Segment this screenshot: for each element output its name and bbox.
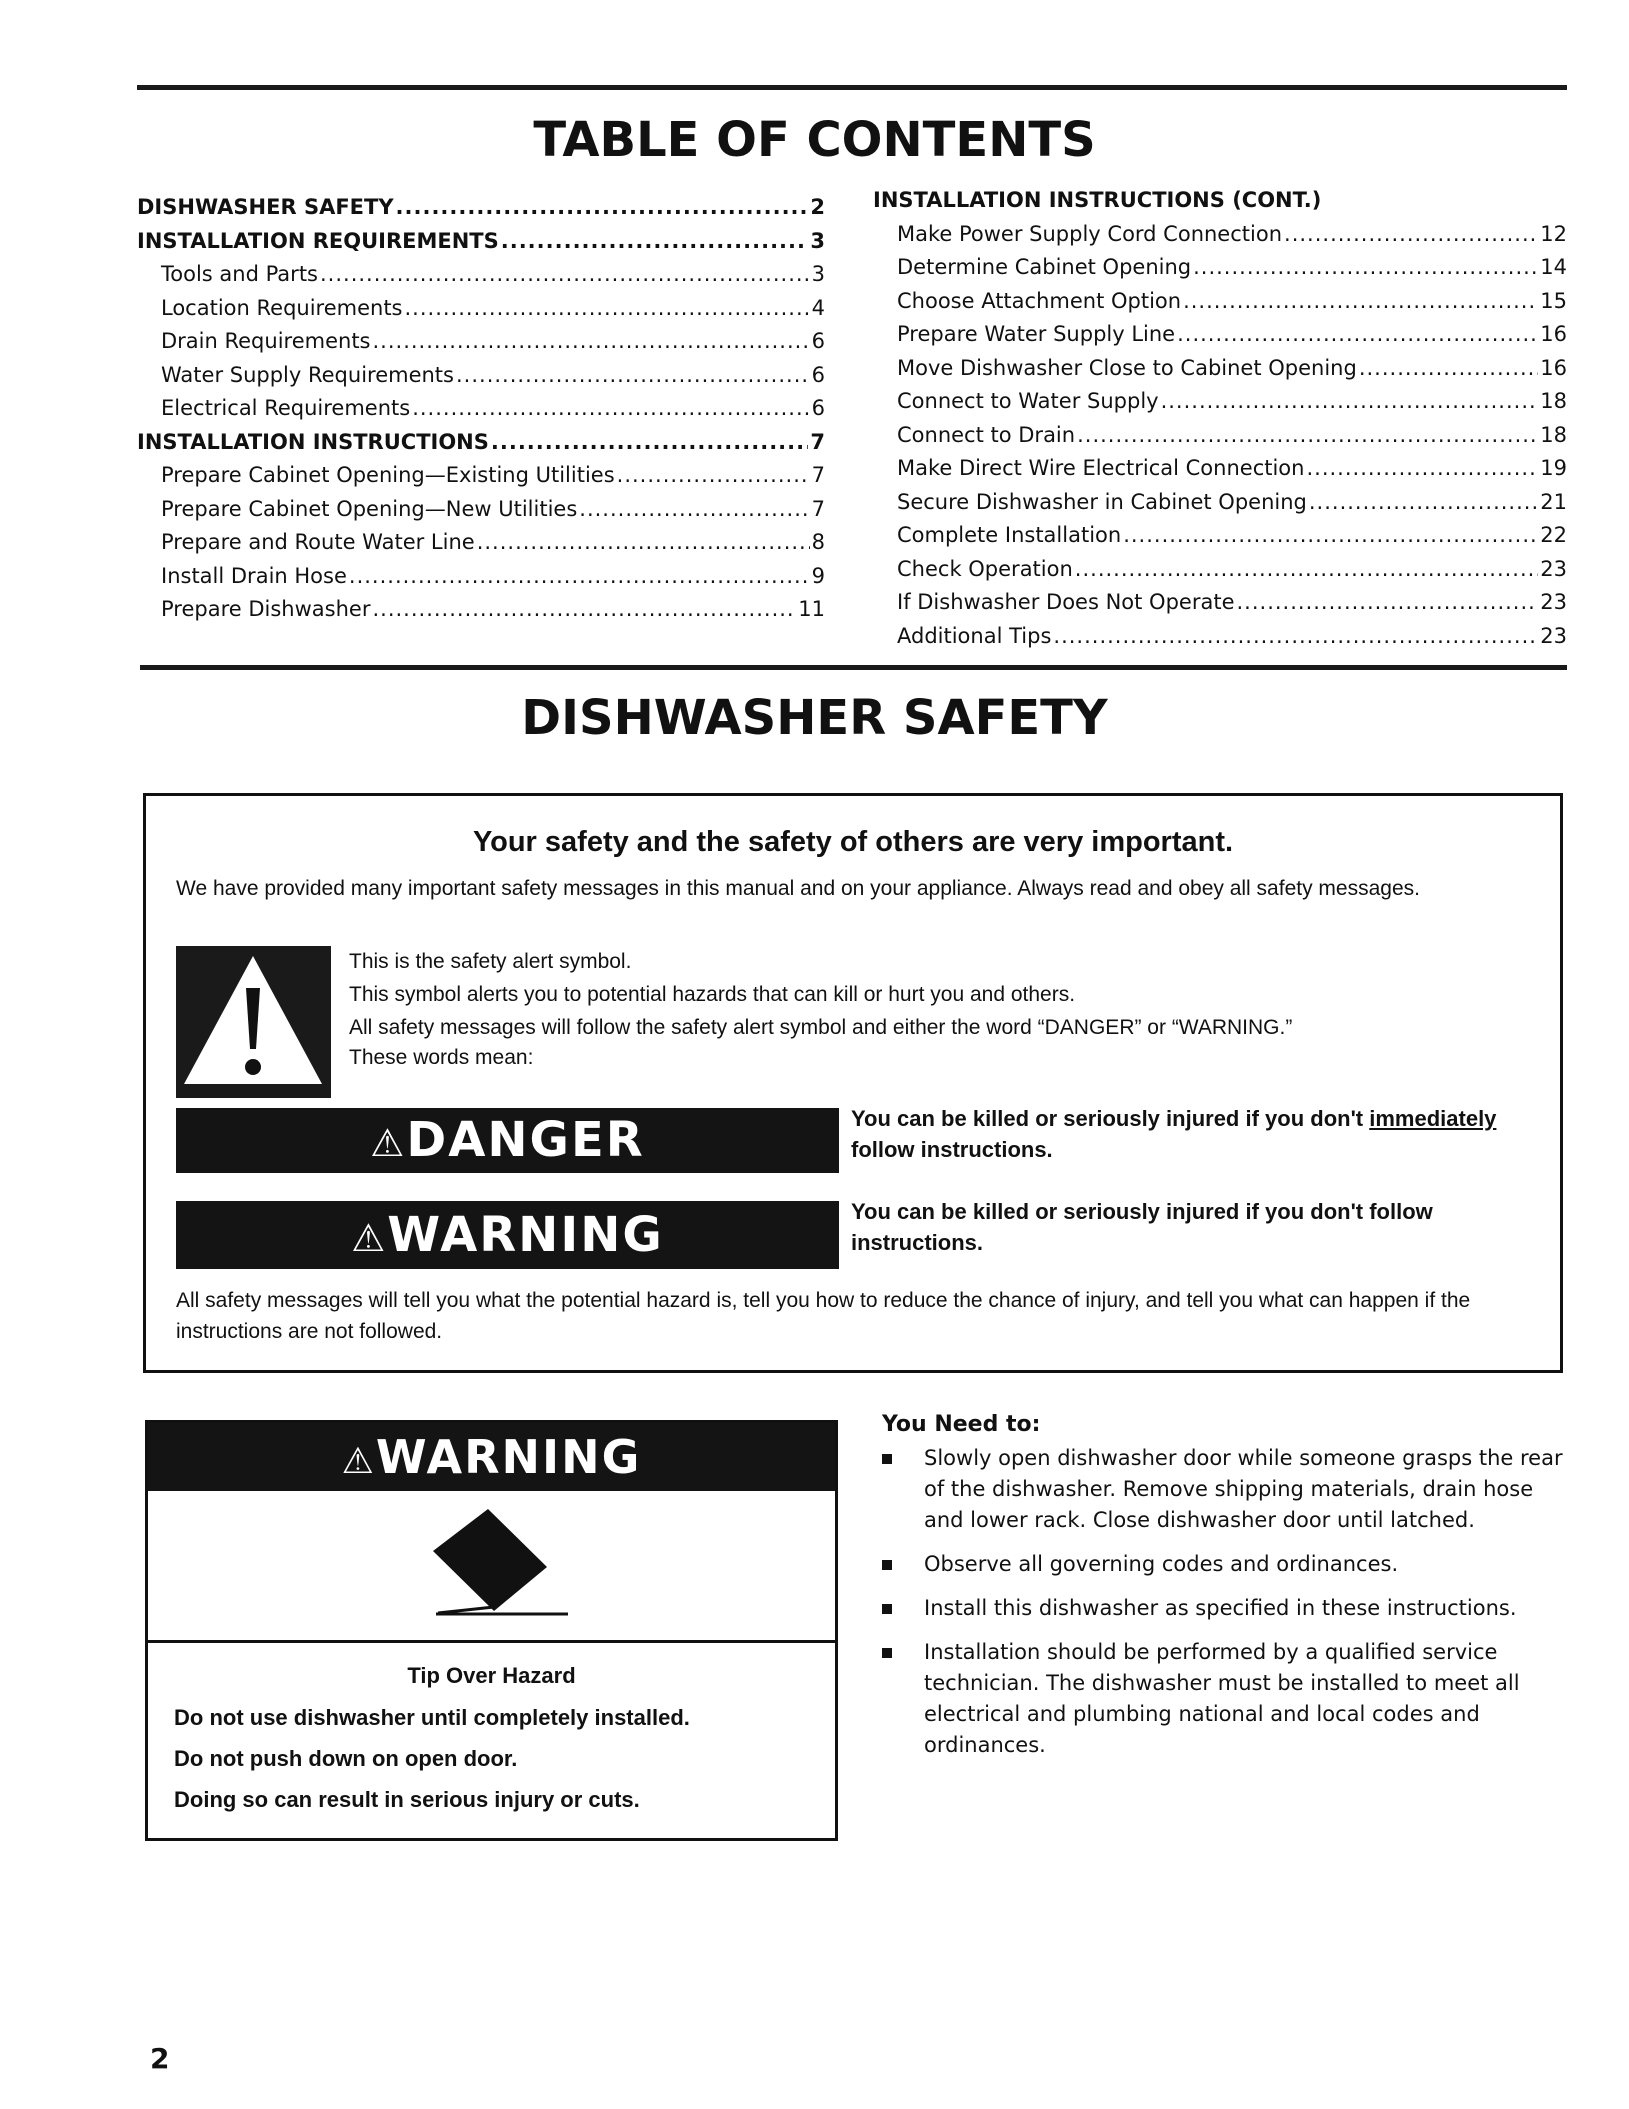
toc-entry[interactable]: Prepare Water Supply Line ..... 16 bbox=[873, 322, 1567, 356]
alert-triangle-icon: ⚠ bbox=[351, 1216, 388, 1260]
page-number: 2 bbox=[150, 2042, 170, 2075]
toc-entry[interactable]: Complete Installation ..... 22 bbox=[873, 523, 1567, 557]
you-need-section bbox=[880, 1412, 1570, 1774]
toc-entry[interactable]: INSTALLATION REQUIREMENTS ..... 3 bbox=[137, 229, 825, 263]
symbol-line: All safety messages will follow the safety alert symbol and either the word “DANGER” or “WARNING.” bbox=[349, 1016, 1293, 1039]
toc-entry[interactable]: Install Drain Hose ..... 9 bbox=[137, 564, 825, 598]
toc-entry[interactable]: Make Direct Wire Electrical Connection ..... 19 bbox=[873, 456, 1567, 490]
toc-entry[interactable]: Additional Tips ..... 23 bbox=[873, 624, 1567, 658]
toc-entry[interactable]: Water Supply Requirements ..... 6 bbox=[137, 363, 825, 397]
bullet-icon bbox=[882, 1454, 892, 1464]
toc-entry[interactable]: INSTALLATION INSTRUCTIONS ..... 7 bbox=[137, 430, 825, 464]
toc-entry[interactable]: Secure Dishwasher in Cabinet Opening ..... 21 bbox=[873, 490, 1567, 524]
toc-entry[interactable]: Prepare Dishwasher ..... 11 bbox=[137, 597, 825, 631]
danger-description: You can be killed or seriously injured if you don't immediately follow instructions. bbox=[851, 1106, 1497, 1162]
emphasis-underline: immediately bbox=[1369, 1106, 1497, 1131]
hazard-pictogram bbox=[148, 1491, 835, 1643]
toc-entry[interactable]: Connect to Drain ..... 18 bbox=[873, 423, 1567, 457]
danger-label: ⚠DANGER bbox=[176, 1108, 839, 1173]
toc-title: TABLE OF CONTENTS bbox=[533, 112, 1096, 168]
toc-section-heading: INSTALLATION INSTRUCTIONS (CONT.) bbox=[873, 188, 1322, 212]
top-rule bbox=[137, 85, 1567, 90]
safety-alert-symbol bbox=[176, 946, 331, 1098]
toc-right-column bbox=[873, 188, 1567, 657]
tip-over-warning-label: ⚠WARNING bbox=[148, 1423, 835, 1491]
alert-triangle-icon: ⚠ bbox=[341, 1441, 376, 1482]
middle-rule bbox=[140, 665, 1567, 670]
tip-over-icon bbox=[148, 1491, 835, 1640]
hazard-name: Tip Over Hazard bbox=[407, 1663, 576, 1688]
hazard-line: Do not use dishwasher until completely installed. bbox=[174, 1705, 690, 1730]
toc-entry[interactable]: Prepare and Route Water Line ..... 8 bbox=[137, 530, 825, 564]
toc-entry[interactable]: Electrical Requirements ..... 6 bbox=[137, 396, 825, 430]
safety-notice-box bbox=[143, 793, 1563, 1373]
bullet-icon bbox=[882, 1648, 892, 1658]
toc-entry[interactable]: Tools and Parts ..... 3 bbox=[137, 262, 825, 296]
toc-left-column bbox=[137, 195, 825, 631]
toc-entry[interactable]: If Dishwasher Does Not Operate ..... 23 bbox=[873, 590, 1567, 624]
toc-entry[interactable]: Location Requirements ..... 4 bbox=[137, 296, 825, 330]
list-item: Installation should be performed by a qualified service technician. The dishwasher must be installed to meet all electrical and plumbing national and local codes and ordinances. bbox=[880, 1637, 1570, 1761]
toc-entry[interactable]: Make Power Supply Cord Connection ..... 12 bbox=[873, 222, 1567, 256]
symbol-line: These words mean: bbox=[349, 1046, 534, 1069]
toc-entry[interactable]: Determine Cabinet Opening ..... 14 bbox=[873, 255, 1567, 289]
toc-entry[interactable]: Move Dishwasher Close to Cabinet Opening ..... 16 bbox=[873, 356, 1567, 390]
symbol-line: This is the safety alert symbol. bbox=[349, 950, 632, 973]
symbol-line: This symbol alerts you to potential hazards that can kill or hurt you and others. bbox=[349, 983, 1076, 1006]
toc-entry[interactable]: Prepare Cabinet Opening—New Utilities ..... 7 bbox=[137, 497, 825, 531]
hazard-line: Do not push down on open door. bbox=[174, 1746, 518, 1771]
hazard-line: Doing so can result in serious injury or cuts. bbox=[174, 1787, 640, 1812]
you-need-heading: You Need to: bbox=[882, 1412, 1041, 1437]
toc-entry[interactable]: Drain Requirements ..... 6 bbox=[137, 329, 825, 363]
warning-label: ⚠WARNING bbox=[176, 1201, 839, 1269]
toc-entry[interactable]: Prepare Cabinet Opening—Existing Utilities ..... 7 bbox=[137, 463, 825, 497]
tip-over-warning-box bbox=[145, 1420, 838, 1841]
toc-entry[interactable]: Connect to Water Supply ..... 18 bbox=[873, 389, 1567, 423]
list-item: Observe all governing codes and ordinances. bbox=[880, 1549, 1570, 1580]
toc-entry[interactable]: DISHWASHER SAFETY ..... 2 bbox=[137, 195, 825, 229]
safety-heading: Your safety and the safety of others are very important. bbox=[472, 826, 1234, 858]
toc-entry[interactable]: Choose Attachment Option ..... 15 bbox=[873, 289, 1567, 323]
warning-triangle-icon bbox=[176, 946, 331, 1098]
list-item: Install this dishwasher as specified in these instructions. bbox=[880, 1593, 1570, 1624]
safety-footer: All safety messages will tell you what the potential hazard is, tell you how to reduce the chance of injury, and tell you what can happen if the instructions are not followed. bbox=[176, 1289, 1471, 1343]
toc-entry[interactable]: Check Operation ..... 23 bbox=[873, 557, 1567, 591]
alert-triangle-icon: ⚠ bbox=[370, 1121, 407, 1165]
safety-intro: We have provided many important safety messages in this manual and on your appliance. Always read and obey all safety messages. bbox=[176, 877, 1420, 900]
bullet-icon bbox=[882, 1604, 892, 1614]
bullet-icon bbox=[882, 1560, 892, 1570]
safety-section-title: DISHWASHER SAFETY bbox=[521, 690, 1108, 746]
list-item: Slowly open dishwasher door while someone grasps the rear of the dishwasher. Remove shipping materials, drain hose and lower rack. Close dishwasher door until latched. bbox=[880, 1443, 1570, 1536]
warning-description: You can be killed or seriously injured if you don't follow instructions. bbox=[851, 1199, 1433, 1255]
